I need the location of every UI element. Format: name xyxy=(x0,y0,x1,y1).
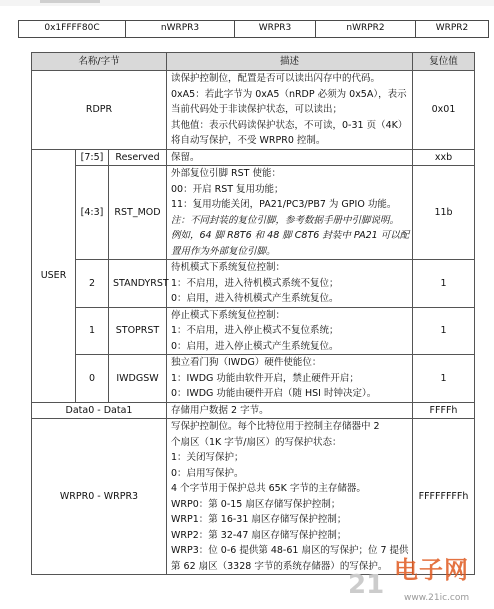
user-reserved-row xyxy=(32,149,475,166)
desc-line: 4 个字节用于保护总共 65K 字节的主存储器。 xyxy=(171,483,366,494)
header-row xyxy=(32,53,475,71)
watermark-logo-icon xyxy=(346,567,390,599)
desc-line: 1：关闭写保护； xyxy=(171,452,244,463)
field-desc xyxy=(167,166,413,260)
field-name: STANDYRST xyxy=(109,260,167,308)
field-desc xyxy=(167,260,413,308)
rdpr-line: 0xA5：若此字节为 0xA5（nRDP 必须为 0x5A），表示 xyxy=(171,88,407,100)
top-mark xyxy=(40,0,100,3)
desc-line: 独立看门狗（IWDG）硬件使能位： xyxy=(171,357,322,368)
nwrpr2-cell: nWRPR2 xyxy=(316,21,416,38)
watermark-url: www.21ic.com xyxy=(404,593,470,603)
user-iwdgsw-row xyxy=(32,355,475,403)
data-name: Data0 - Data1 xyxy=(32,402,167,419)
desc-line: 写保护控制位。每个比特位用于控制主存储器中 2 xyxy=(171,421,380,432)
user-label: USER xyxy=(32,149,76,402)
desc-line: WRP3：位 0-6 提供第 48-61 扇区的写保护；位 7 提供 xyxy=(171,545,409,556)
desc-line: 1：不启用，进入待机模式系统不复位； xyxy=(171,277,339,289)
user-rstmod-row xyxy=(32,166,475,260)
address-row xyxy=(19,21,489,38)
bits-cell: [4:3] xyxy=(76,166,109,260)
watermark-text: 电子网 xyxy=(394,556,469,584)
desc-line: 待机模式下系统复位控制： xyxy=(171,262,286,273)
rdpr-line: 将自动写保护，不受 WRPR0 控制。 xyxy=(171,135,326,146)
note-line: 置用作为外部复位引脚。 xyxy=(171,245,276,257)
data-desc xyxy=(167,402,413,419)
note-line: 注：不同封装的复位引脚，参考数据手册中引脚说明。 xyxy=(171,214,400,226)
rdpr-line: 当前代码处于非读保护状态，可以读出； xyxy=(171,104,343,115)
wrpr-reset: FFFFFFFFh xyxy=(413,419,475,575)
data-row xyxy=(32,402,475,419)
desc-line: WRP0：第 0-15 扇区存储写保护控制； xyxy=(171,498,341,510)
wrpr-desc xyxy=(167,419,413,575)
rdpr-line: 读保护控制位，配置是否可以读出闪存中的代码。 xyxy=(171,73,381,84)
desc-line: 停止模式下系统复位控制： xyxy=(171,309,286,321)
desc-line: 00：开启 RST 复用功能； xyxy=(171,183,284,195)
data-reset: FFFFh xyxy=(413,402,475,419)
note-line: 例如，64 脚 R8T6 和 48 脚 C8T6 封装中 PA21 可以配 xyxy=(171,230,410,241)
watermark xyxy=(342,556,492,605)
desc-line: 第 62 扇区（3328 字节的系统存储器）的写保护。 xyxy=(171,560,388,572)
desc-line: 0：启用写保护。 xyxy=(171,467,244,479)
desc-line: 1：不启用，进入停止模式不复位系统； xyxy=(171,325,339,336)
rdpr-row xyxy=(32,71,475,150)
wrpr-name: WRPR0 - WRPR3 xyxy=(32,419,167,575)
address-row-table xyxy=(18,20,489,38)
field-reset: 1 xyxy=(413,260,475,308)
field-name: RST_MOD xyxy=(109,166,167,260)
desc-line: 0：启用，进入停止模式产生系统复位。 xyxy=(171,340,339,352)
wrpr3-cell: WRPR3 xyxy=(235,21,316,38)
desc-line: 个扇区（1K 字节/扇区）的写保护状态： xyxy=(171,436,342,448)
field-name: STOPRST xyxy=(109,307,167,355)
field-reset: 11b xyxy=(413,166,475,260)
desc-line: 0：启用，进入待机模式产生系统复位。 xyxy=(171,293,339,304)
desc-line: 1：IWDG 功能由软件开启，禁止硬件开启； xyxy=(171,372,359,384)
field-name: IWDGSW xyxy=(109,355,167,403)
desc-line: WRP2：第 32-47 扇区存储写保护控制； xyxy=(171,529,347,541)
field-reset: 1 xyxy=(413,355,475,403)
field-name: Reserved xyxy=(109,149,167,166)
header-desc: 描述 xyxy=(167,53,413,71)
user-standyrst-row xyxy=(32,260,475,308)
bits-cell: 2 xyxy=(76,260,109,308)
wrpr2-cell: WRPR2 xyxy=(416,21,489,38)
desc-line: 存储用户数据 2 字节。 xyxy=(171,404,269,416)
rdpr-line: 其他值：表示代码读保护状态，不可读，0-31 页（4K） xyxy=(171,119,408,131)
nwrpr3-cell: nWRPR3 xyxy=(126,21,235,38)
desc-line: 保留。 xyxy=(171,151,200,163)
field-reset: 1 xyxy=(413,307,475,355)
user-stoprst-row xyxy=(32,307,475,355)
rdpr-name: RDPR xyxy=(32,71,167,150)
field-desc xyxy=(167,149,413,166)
page-top-strip xyxy=(0,0,494,6)
desc-line: 0：IWDG 功能由硬件开启（随 HSI 时钟决定）。 xyxy=(171,388,377,399)
header-name: 名称/字节 xyxy=(32,53,167,71)
address-cell: 0x1FFFF80C xyxy=(19,21,126,38)
wrpr-row xyxy=(32,419,475,575)
field-reset: xxb xyxy=(413,149,475,166)
option-byte-table xyxy=(31,52,475,575)
field-desc xyxy=(167,355,413,403)
desc-line: WRP1：第 16-31 扇区存储写保护控制； xyxy=(171,514,347,525)
field-desc xyxy=(167,307,413,355)
svg-text:21: 21 xyxy=(348,570,385,599)
bits-cell: 1 xyxy=(76,307,109,355)
header-reset: 复位值 xyxy=(413,53,475,71)
rdpr-desc xyxy=(167,71,413,150)
desc-line: 外部复位引脚 RST 使能： xyxy=(171,168,281,179)
bits-cell: [7:5] xyxy=(76,149,109,166)
desc-line: 11：复用功能关闭，PA21/PC3/PB7 为 GPIO 功能。 xyxy=(171,199,397,210)
rdpr-reset: 0x01 xyxy=(413,71,475,150)
bits-cell: 0 xyxy=(76,355,109,403)
